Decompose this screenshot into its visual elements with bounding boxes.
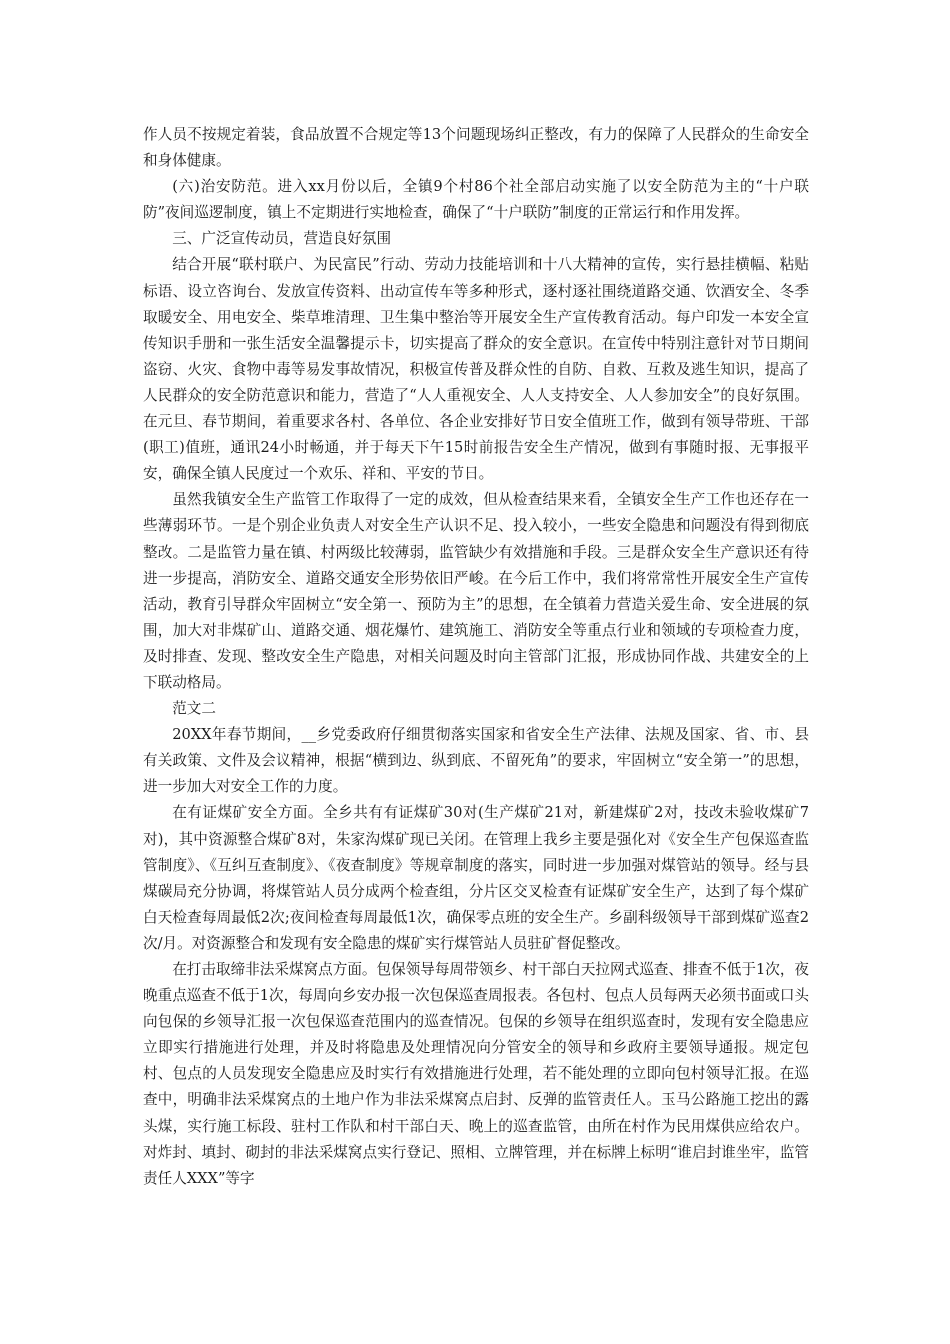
paragraph: 20XX年春节期间，__乡党委政府仔细贯彻落实国家和省安全生产法律、法规及国家、省、市、县有关政策、文件及会议精神，根据“横到边、纵到底、不留死角”的要求，牢固树立“安全第一”的思想，进一步加大对安全工作的力度。	[143, 726, 809, 796]
section-heading: 范文二	[172, 700, 216, 718]
paragraph: 作人员不按规定着装，食品放置不合规定等13个问题现场纠正整改，有力的保障了人民群众的生命安全和身体健康。	[143, 126, 809, 170]
paragraph: 结合开展“联村联户、为民富民”行动、劳动力技能培训和十八大精神的宣传，实行悬挂横幅、粘贴标语、设立咨询台、发放宣传资料、出动宣传车等多种形式，逐村逐社围绕道路交通、饮酒安全、冬季取暖安全、用电安全、柴草堆清理、卫生集中整治等开展安全生产宣传教育活动。每户印发一本安全宣传知识手册和一张生活安全温馨提示卡，切实提高了群众的安全意识。在宣传中特别注意针对节日期间盗窃、火灾、食物中毒等易发事故情况，积极宣传普及群众性的自防、自救、互救及逃生知识，提高了人民群众的安全防范意识和能力，营造了“人人重视安全、人人支持安全、人人参加安全”的良好氛围。在元旦、春节期间，着重要求各村、各单位、各企业安排好节日安全值班工作，做到有领导带班、干部(职工)值班，通讯24小时畅通，并于每天下午15时前报告安全生产情况，做到有事随时报、无事报平安，确保全镇人民度过一个欢乐、祥和、平安的节日。	[143, 256, 809, 483]
paragraph: 在有证煤矿安全方面。全乡共有有证煤矿30对(生产煤矿21对，新建煤矿2对，技改未验收煤矿7对)，其中资源整合煤矿8对，朱家沟煤矿现已关闭。在管理上我乡主要是强化对《安全生产包保巡查监管制度》、《互纠互查制度》、《夜查制度》等规章制度的落实，同时进一步加强对煤管站的领导。经与县煤碳局充分协调，将煤管站人员分成两个检查组，分片区交叉检查有证煤矿安全生产，达到了每个煤矿白天检查每周最低2次;夜间检查每周最低1次，确保零点班的安全生产。乡副科级领导干部到煤矿巡查2次/月。对资源整合和发现有安全隐患的煤矿实行煤管站人员驻矿督促整改。	[143, 804, 809, 952]
section-heading: 三、广泛宣传动员，营造良好氛围	[172, 230, 392, 248]
paragraph: 虽然我镇安全生产监管工作取得了一定的成效，但从检查结果来看，全镇安全生产工作也还存在一些薄弱环节。一是个别企业负责人对安全生产认识不足、投入较小，一些安全隐患和问题没有得到彻底整改。二是监管力量在镇、村两级比较薄弱，监管缺少有效措施和手段。三是群众安全生产意识还有待进一步提高，消防安全、道路交通安全形势依旧严峻。在今后工作中，我们将常常性开展安全生产宣传活动，教育引导群众牢固树立“安全第一、预防为主”的思想，在全镇着力营造关爱生命、安全进展的氛围，加大对非煤矿山、道路交通、烟花爆竹、建筑施工、消防安全等重点行业和领域的专项检查力度，及时排查、发现、整改安全生产隐患，对相关问题及时向主管部门汇报，形成协同作战、共建安全的上下联动格局。	[143, 491, 809, 691]
document-body	[143, 122, 809, 1192]
paragraph: 在打击取缔非法采煤窝点方面。包保领导每周带领乡、村干部白天拉网式巡查、排查不低于1次，夜晚重点巡查不低于1次，每周向乡安办报一次包保巡查周报表。各包村、包点人员每两天必须书面或口头向包保的乡领导汇报一次包保巡查范围内的巡查情况。包保的乡领导在组织巡查时，发现有安全隐患应立即实行措施进行处理，并及时将隐患及处理情况向分管安全的领导和乡政府主要领导通报。规定包村、包点的人员发现安全隐患应及时实行有效措施进行处理，若不能处理的立即向包村领导汇报。在巡查中，明确非法采煤窝点的土地户作为非法采煤窝点启封、反弹的监管责任人。玉马公路施工挖出的露头煤，实行施工标段、驻村工作队和村干部白天、晚上的巡查监管，由所在村作为民用煤供应给农户。对炸封、填封、砌封的非法采煤窝点实行登记、照相、立牌管理，并在标牌上标明“谁启封谁坐牢，监管责任人XXX”等字	[143, 961, 810, 1187]
paragraph: (六)治安防范。进入xx月份以后，全镇9个村86个社全部启动实施了以安全防范为主的“十户联防”夜间巡逻制度，镇上不定期进行实地检查，确保了“十户联防”制度的正常运行和作用发挥。	[143, 178, 809, 222]
